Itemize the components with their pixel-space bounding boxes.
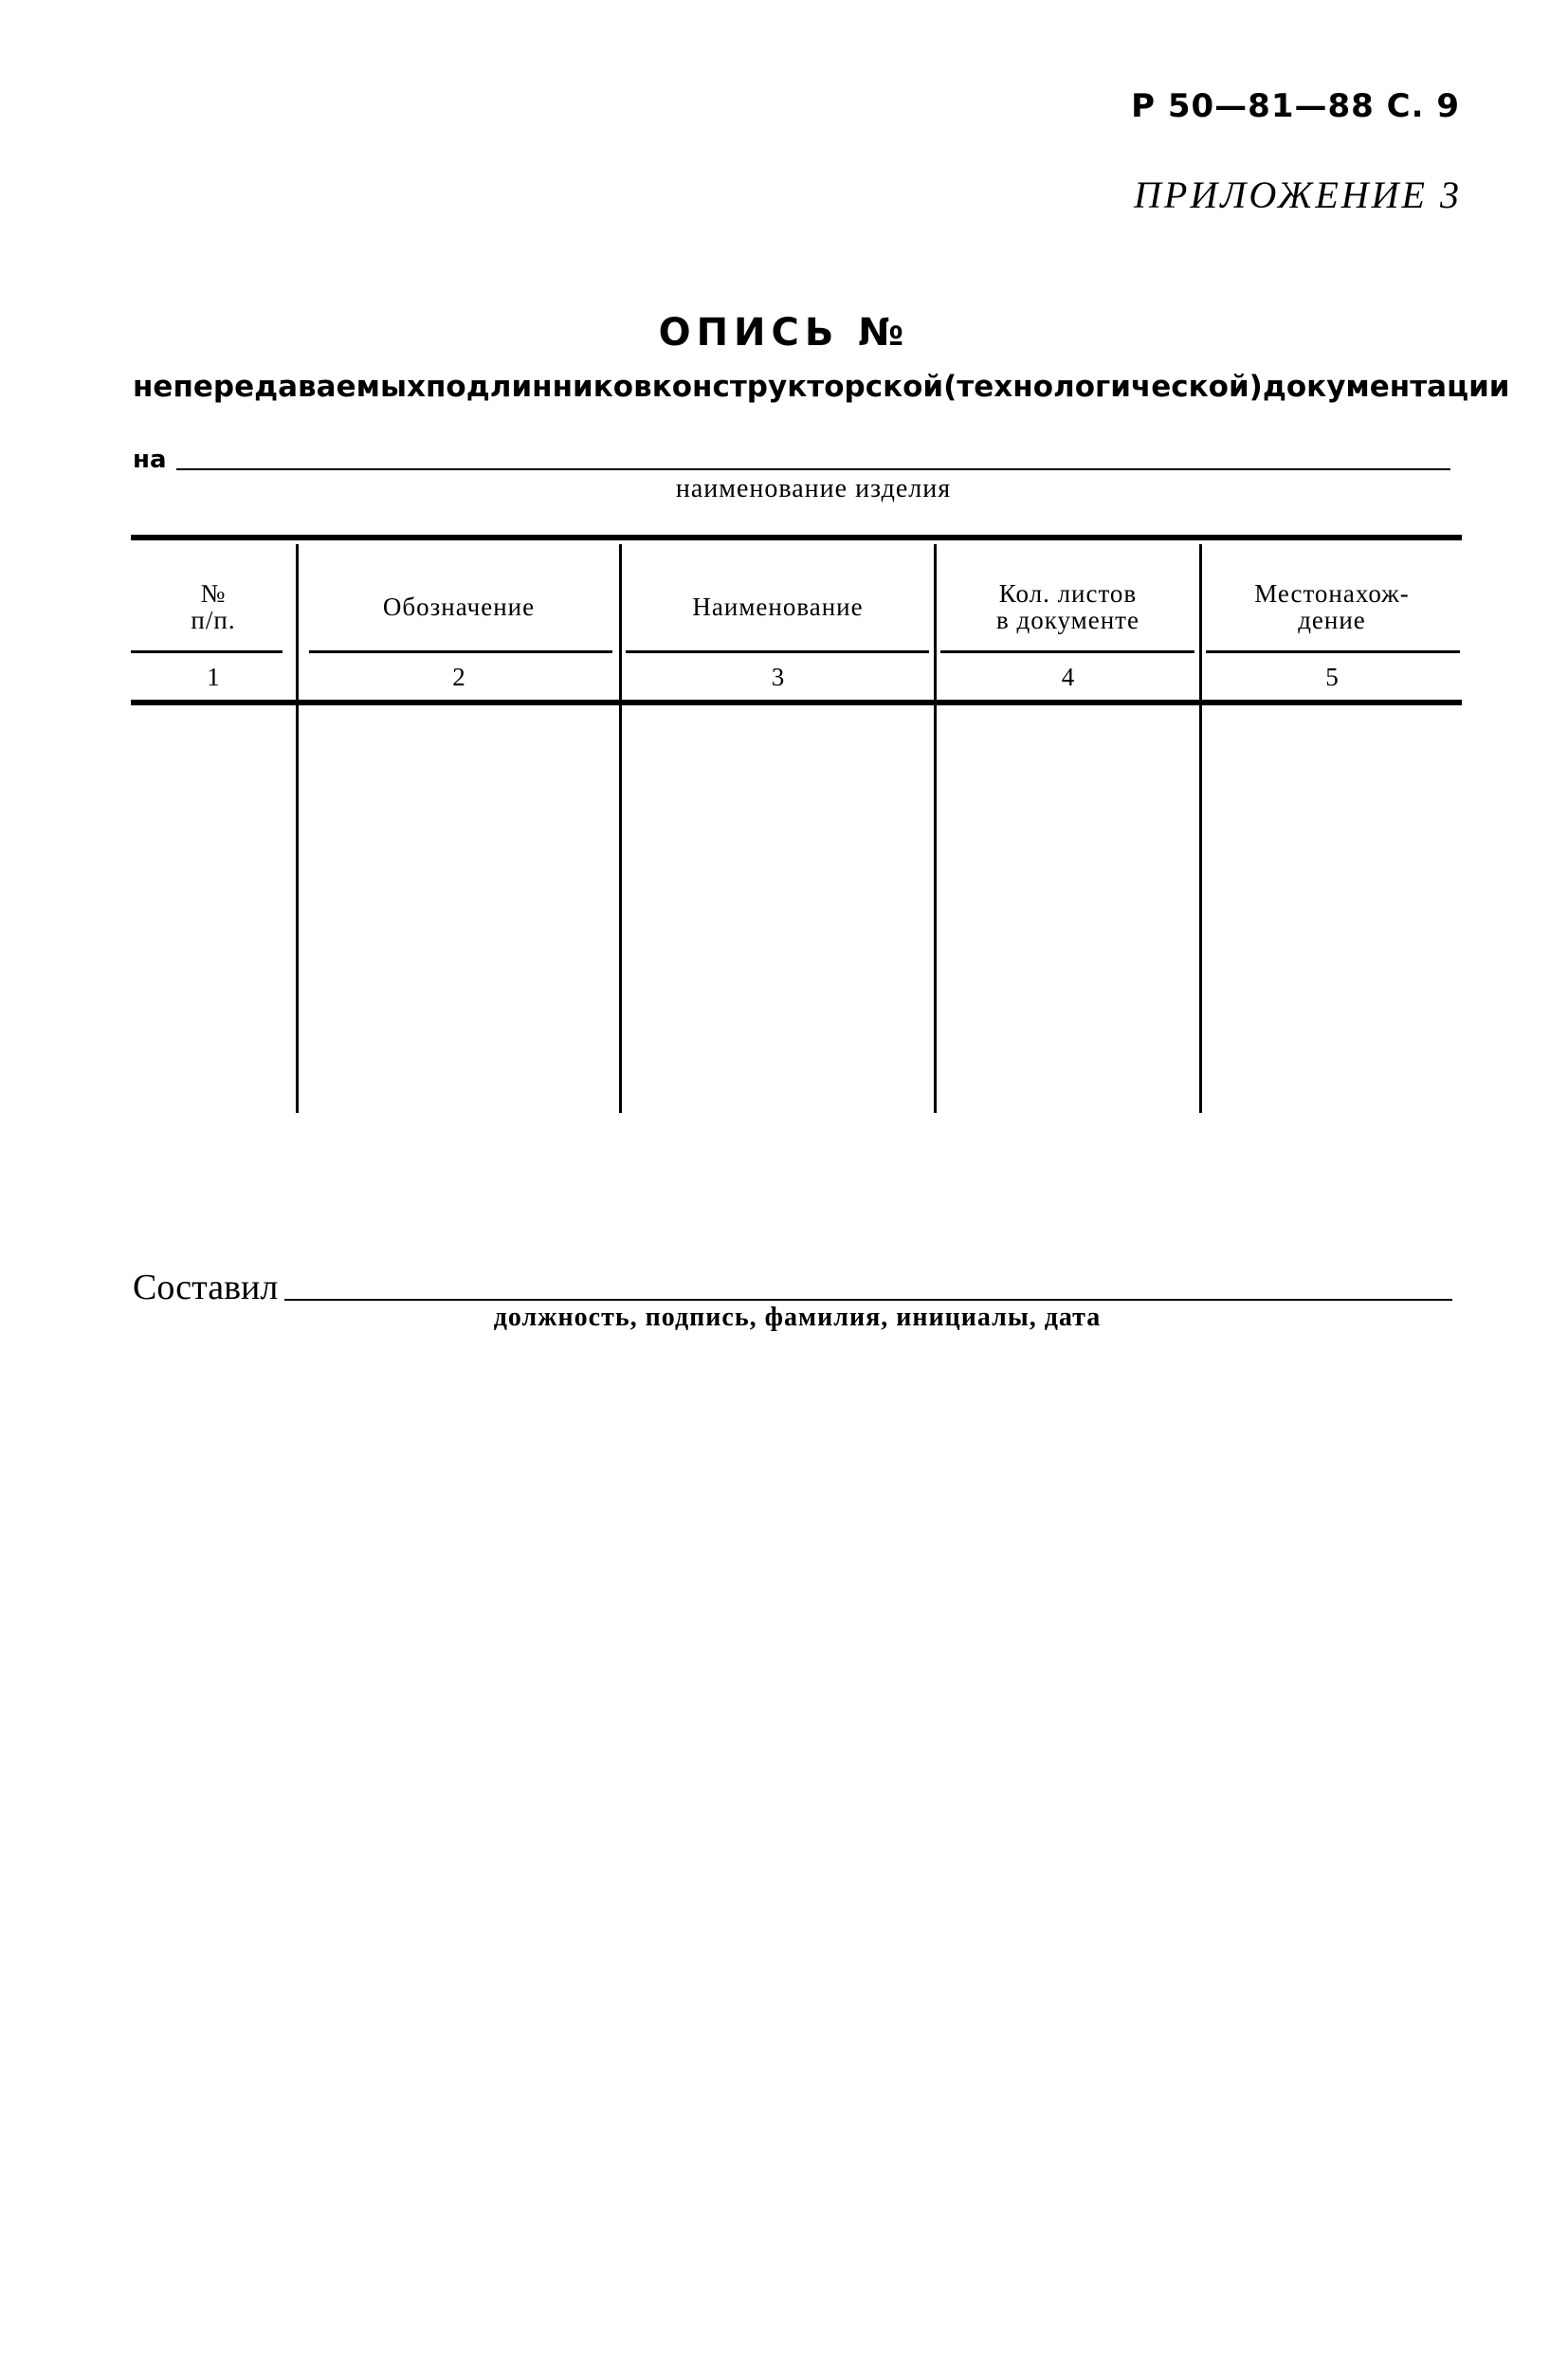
header-cell-name: Наименование: [692, 593, 864, 621]
header-rule-seg: [131, 650, 283, 653]
page-title: ОПИСЬ №: [658, 311, 910, 355]
subtitle-word: конструкторской: [651, 370, 944, 404]
column-number: 3: [771, 662, 785, 691]
header-rule-seg: [309, 650, 612, 653]
table-bottom-rule: [131, 700, 1462, 705]
header-cell-sheet-count: Кол. листов в документе: [996, 579, 1140, 634]
compiled-by-caption: должность, подпись, фамилия, инициалы, дата: [493, 1303, 1102, 1332]
product-prefix: на: [133, 446, 167, 474]
subtitle: [133, 370, 1510, 404]
document-id: Р 50—81—88 С. 9: [1131, 87, 1460, 125]
subtitle-word: документации: [1262, 370, 1510, 404]
product-name-caption: наименование изделия: [675, 474, 952, 503]
column-number: 5: [1325, 662, 1339, 691]
column-number: 2: [452, 662, 465, 691]
header-rule-seg: [1206, 650, 1460, 653]
header-cell-designation: Обозначение: [382, 593, 536, 621]
subtitle-word: подлинников: [426, 370, 652, 404]
table-top-rule: [131, 535, 1462, 540]
compiled-by-label: Составил: [133, 1268, 279, 1307]
header-cell-number: № п/п.: [191, 579, 236, 634]
header-cell-location: Местонахож- дение: [1254, 579, 1410, 634]
subtitle-word: непередаваемых: [133, 370, 426, 404]
column-number: 1: [207, 662, 220, 691]
appendix-label: ПРИЛОЖЕНИЕ 3: [1134, 173, 1462, 216]
header-rule-seg: [940, 650, 1194, 653]
column-number: 4: [1061, 662, 1075, 691]
header-rule-seg: [626, 650, 929, 653]
compiled-by-field-line[interactable]: [284, 1299, 1452, 1301]
subtitle-word: (технологической): [943, 370, 1263, 404]
product-name-field-line[interactable]: [176, 468, 1450, 470]
